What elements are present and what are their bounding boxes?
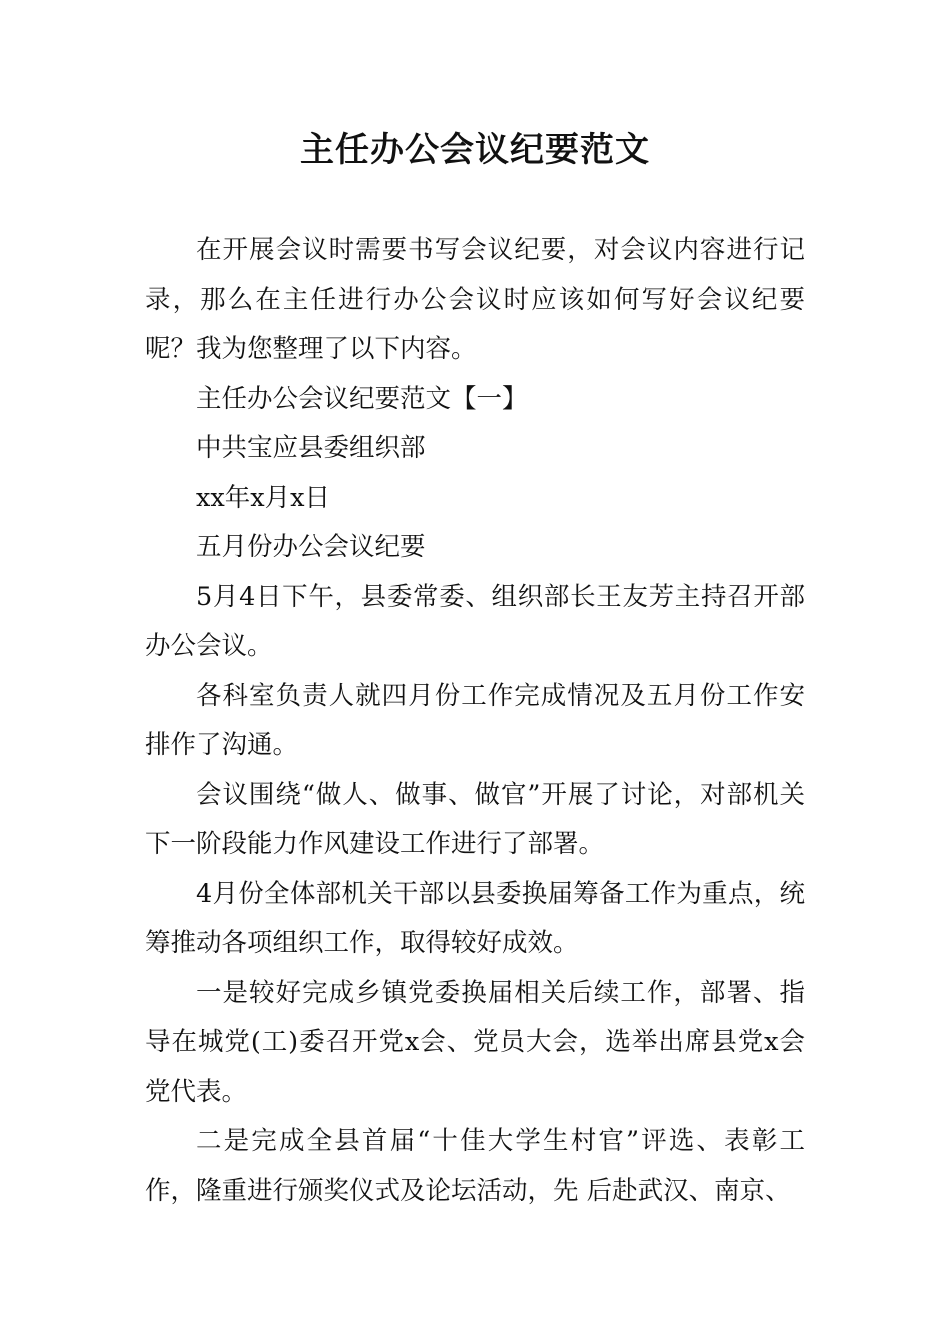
- body-paragraph: 一是较好完成乡镇党委换届相关后续工作，部署、指导在城党(工)委召开党x会、党员大会，选举出席县党x会党代表。: [145, 977, 805, 1107]
- body-paragraph: 二是完成全县首届“十佳大学生村官”评选、表彰工作，隆重进行颁奖仪式及论坛活动，先 后赴武汉、南京、: [145, 1126, 805, 1206]
- document-title: 主任办公会议纪要范文: [300, 130, 650, 170]
- body-paragraph: 会议围绕“做人、做事、做官”开展了讨论，对部机关下一阶段能力作风建设工作进行了部署。: [145, 779, 805, 859]
- body-paragraph: 各科室负责人就四月份工作完成情况及五月份工作安排作了沟通。: [145, 680, 805, 760]
- intro-paragraph: 在开展会议时需要书写会议纪要，对会议内容进行记录，那么在主任进行办公会议时应该如何写好会议纪要呢？我为您整理了以下内容。: [145, 235, 805, 364]
- document-body: [145, 226, 805, 1216]
- body-paragraph: 5月4日下午，县委常委、组织部长王友芳主持召开部办公会议。: [145, 581, 805, 661]
- minutes-heading: 五月份办公会议纪要: [196, 532, 426, 562]
- document-date: xx年x月x日: [196, 482, 331, 513]
- section-heading: 主任办公会议纪要范文【一】: [196, 383, 528, 414]
- organization-name: 中共宝应县委组织部: [196, 433, 426, 463]
- body-paragraph: 4月份全体部机关干部以县委换届筹备工作为重点，统筹推动各项组织工作，取得较好成效。: [145, 878, 805, 958]
